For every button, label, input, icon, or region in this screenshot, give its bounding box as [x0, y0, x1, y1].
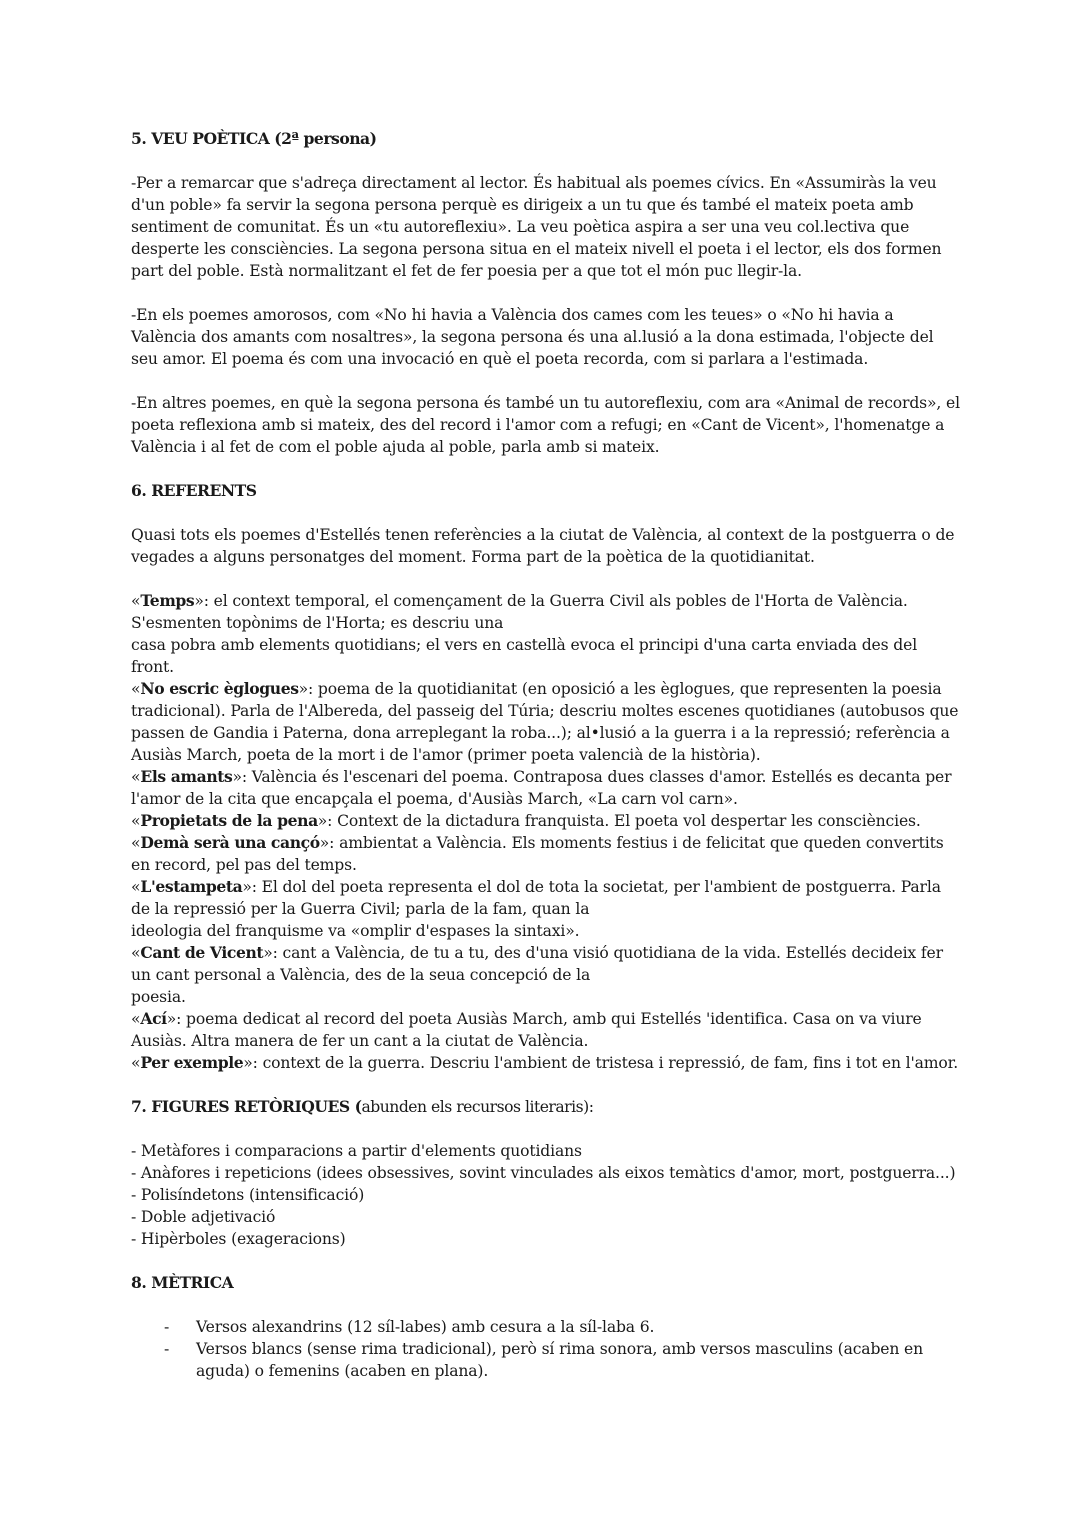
section-5-heading: 5. VEU POÈTICA (2ª persona) — [131, 129, 377, 148]
list-item: - Anàfores i repeticions (idees obsessives, sovint vinculades als eixos temàtics d'amor, mort, postguerra...) — [131, 1164, 956, 1182]
referent-description: : ambientat a València. Els moments festius i de felicitat que queden convertits en record, pel pas del temps. — [131, 834, 944, 874]
referent-description-continued: poesia. — [131, 988, 186, 1006]
referent-title: Demà serà una cançó — [140, 833, 320, 852]
list-item: - Versos alexandrins (12 síl-labes) amb cesura a la síl-laba 6. — [164, 1318, 655, 1336]
referent-per-exemple: «Per exemple»: context de la guerra. Descriu l'ambient de tristesa i repressió, de fam, fins i tot en l'amor. — [131, 1053, 959, 1072]
referent-title: Per exemple — [140, 1053, 244, 1072]
section-7-heading: 7. FIGURES RETÒRIQUES (abunden els recursos literaris): — [131, 1097, 594, 1116]
dash-marker: - — [164, 1340, 170, 1358]
referent-description: : poema dedicat al record del poeta Ausiàs March, amb qui Estellés 'identifica. Casa on va viure Ausiàs. Altra manera de fer un cant a la ciutat de València. — [131, 1010, 922, 1050]
list-item: - Polisíndetons (intensificació) — [131, 1186, 365, 1204]
referent-dema-sera-una-canco: «Demà serà una cançó»: ambientat a València. Els moments festius i de felicitat que queden convertits en record, pel pas del temps. — [131, 833, 944, 874]
list-item: - Metàfores i comparacions a partir d'elements quotidians — [131, 1142, 582, 1160]
referent-aci: «Ací»: poema dedicat al record del poeta Ausiàs March, amb qui Estellés 'identifica. Casa on va viure Ausiàs. Altra manera de fer un cant a la ciutat de València. — [131, 1009, 922, 1050]
referent-description-continued: ideologia del franquisme va «omplir d'espases la sintaxi». — [131, 922, 580, 940]
referent-title: Temps — [140, 591, 195, 610]
list-item: - Versos blancs (sense rima tradicional), però sí rima sonora, amb versos masculins (acaben en aguda) o femenins (acaben en plana). — [164, 1340, 924, 1380]
list-item: - Doble adjetivació — [131, 1208, 276, 1226]
document-page — [131, 128, 961, 1382]
referent-els-amants: «Els amants»: València és l'escenari del poema. Contraposa dues classes d'amor. Estellés es decanta per l'amor de la cita que encapçala el poema, d'Ausiàs March, «La carn vol carn». — [131, 767, 952, 808]
referent-description: : Context de la dictadura franquista. El poeta vol despertar les consciències. — [327, 812, 921, 830]
referents-list — [131, 590, 961, 1074]
figures-list — [131, 1140, 961, 1250]
referent-temps: «Temps»: el context temporal, el començament de la Guerra Civil als pobles de l'Horta de València. S'esmenten topònims de l'Horta; es descriu una casa pobra amb elements quotidians; el vers en castellà evoca el principi d'una carta enviada des del front. — [131, 591, 918, 676]
referent-title: No escric èglogues — [140, 679, 299, 698]
referent-title: Propietats de la pena — [140, 811, 318, 830]
referent-cant-de-vicent: «Cant de Vicent»: cant a València, de tu a tu, des d'una visió quotidiana de la vida. Estellés decideix fer un cant personal a València, des de la seua concepció de la poesia. — [131, 943, 943, 1006]
referent-description-continued: casa pobra amb elements quotidians; el vers en castellà evoca el principi d'una carta enviada des del front. — [131, 636, 918, 676]
section-8-heading: 8. MÈTRICA — [131, 1273, 234, 1292]
referent-propietats-de-la-pena: «Propietats de la pena»: Context de la dictadura franquista. El poeta vol despertar les consciències. — [131, 811, 921, 830]
section-5-paragraph-2: -En els poemes amorosos, com «No hi havia a València dos cames com les teues» o «No hi havia a València dos amants com nosaltres», la segona persona és una al.lusió a la dona estimada, l'objecte del seu amor. El poema és com una invocació en què el poeta recorda, com si parlara a l'estimada. — [131, 306, 934, 368]
referent-description: : el context temporal, el començament de la Guerra Civil als pobles de l'Horta de València. S'esmenten topònims de l'Horta; es descriu una — [131, 592, 908, 632]
referent-description: : València és l'escenari del poema. Contraposa dues classes d'amor. Estellés es decanta per l'amor de la cita que encapçala el poema, d'Ausiàs March, «La carn vol carn». — [131, 768, 952, 808]
section-5-paragraph-3: -En altres poemes, en què la segona persona és també un tu autoreflexiu, com ara «Animal de records», el poeta reflexiona amb si mateix, des del record i l'amor com a refugi; en «Cant de Vicent», l'homenatge a València i al fet de com el poble ajuda al poble, parla amb si mateix. — [131, 394, 960, 456]
metrica-list — [131, 1316, 961, 1382]
dash-marker: - — [164, 1318, 170, 1336]
referent-description: : cant a València, de tu a tu, des d'una visió quotidiana de la vida. Estellés decideix fer un cant personal a València, des de la seua concepció de la — [131, 944, 943, 984]
section-6-heading: 6. REFERENTS — [131, 481, 257, 500]
referent-title: L'estampeta — [140, 877, 243, 896]
referent-description: : poema de la quotidianitat (en oposició a les èglogues, que representen la poesia tradicional). Parla de l'Albereda, del passeig del Túria; descriu moltes escenes quotidianes (autobusos que passen de Gandia i Paterna, dona arreplegant la roba...); al•lusió a la guerra i a la repressió; referència a Ausiàs March, poeta de la mort i de l'amor (primer poeta valencià de la història). — [131, 680, 959, 764]
referent-title: Cant de Vicent — [140, 943, 264, 962]
referent-description: : El dol del poeta representa el dol de tota la societat, per l'ambient de postguerra. Parla de la repressió per la Guerra Civil; parla de la fam, quan la — [131, 878, 941, 918]
referent-description: : context de la guerra. Descriu l'ambient de tristesa i repressió, de fam, fins i tot en l'amor. — [252, 1054, 959, 1072]
section-6-intro: Quasi tots els poemes d'Estellés tenen referències a la ciutat de València, al context de la postguerra o de vegades a alguns personatges del moment. Forma part de la poètica de la quotidianitat. — [131, 526, 955, 566]
referent-no-escric-eglogues: «No escric èglogues»: poema de la quotidianitat (en oposició a les èglogues, que representen la poesia tradicional). Parla de l'Albereda, del passeig del Túria; descriu moltes escenes quotidianes (autobusos que passen de Gandia i Paterna, dona arreplegant la roba...); al•lusió a la guerra i a la repressió; referència a Ausiàs March, poeta de la mort i de l'amor (primer poeta valencià de la història). — [131, 679, 959, 764]
referent-title: Ací — [140, 1009, 167, 1028]
referent-title: Els amants — [140, 767, 233, 786]
referent-lestampeta: «L'estampeta»: El dol del poeta representa el dol de tota la societat, per l'ambient de postguerra. Parla de la repressió per la Guerra Civil; parla de la fam, quan la ideologia del franquisme va «omplir d'espases la sintaxi». — [131, 877, 941, 940]
list-item: - Hipèrboles (exageracions) — [131, 1230, 346, 1248]
section-5-paragraph-1: -Per a remarcar que s'adreça directament al lector. És habitual als poemes cívics. En «Assumiràs la veu d'un poble» fa servir la segona persona perquè es dirigeix a un tu que és també el mateix poeta amb sentiment de comunitat. És un «tu autoreflexiu». La veu poètica aspira a ser una veu col.lectiva que desperte les consciències. La segona persona situa en el mateix nivell el poeta i el lector, els dos formen part del poble. Està normalitzant el fet de fer poesia per a que tot el món puc llegir-la. — [131, 174, 942, 280]
